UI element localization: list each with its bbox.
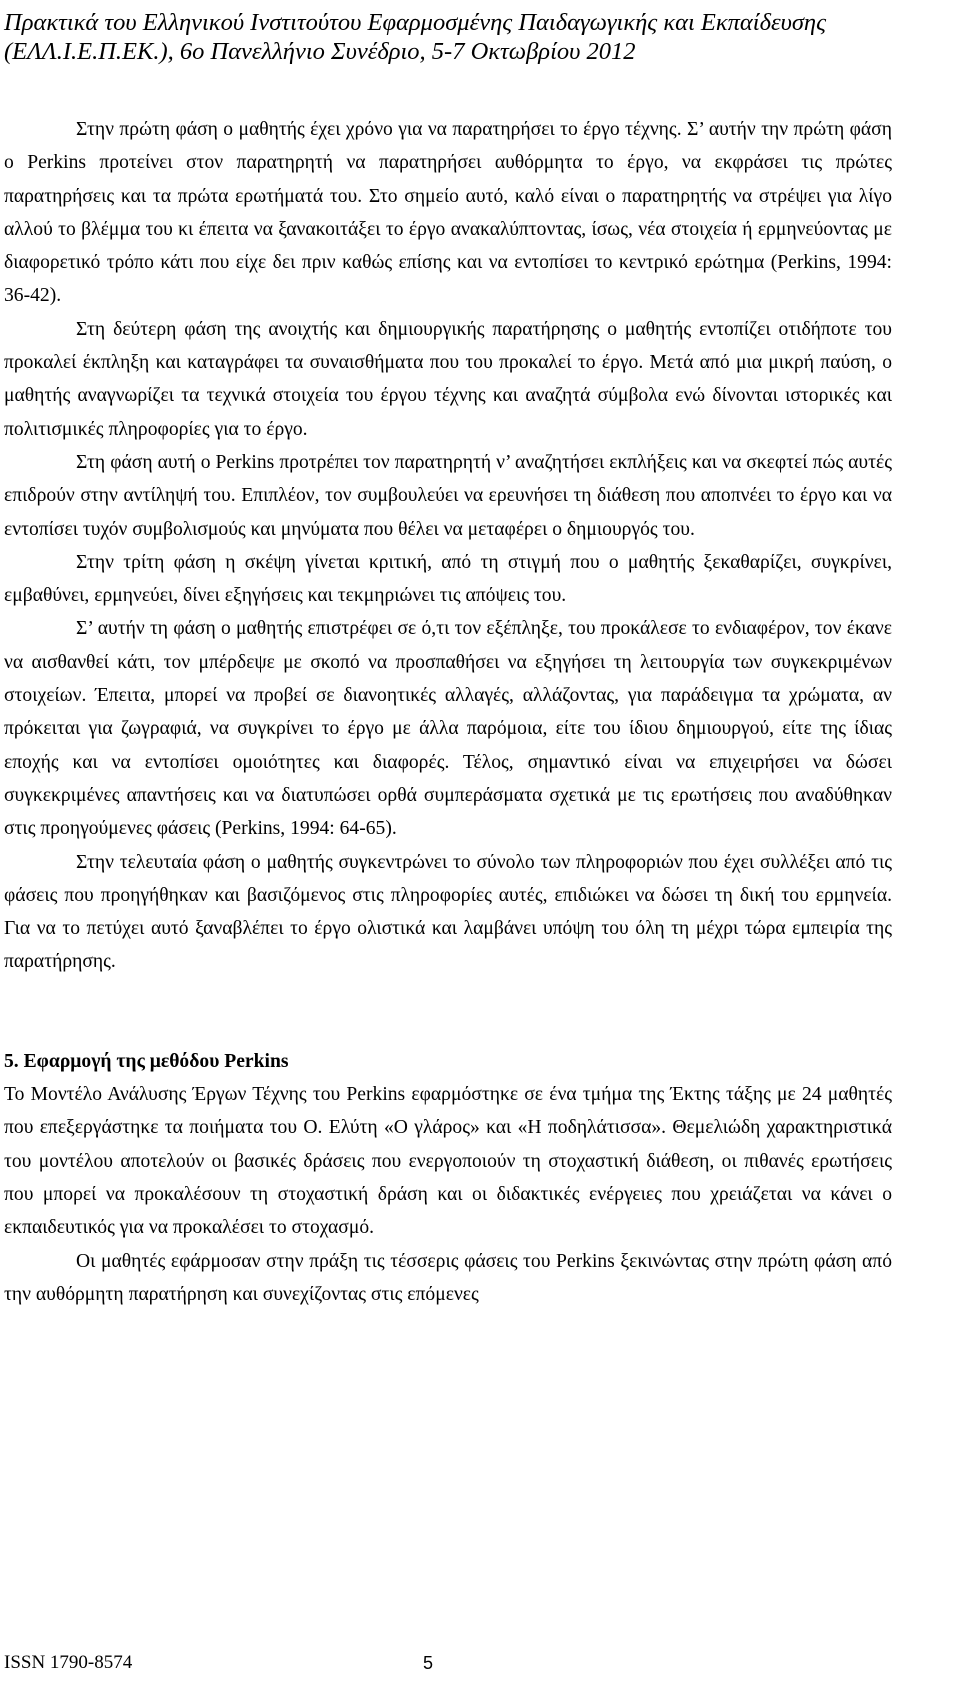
issn-label: ISSN 1790-8574 <box>4 1652 133 1673</box>
paragraph-phase-3: Στην τρίτη φάση η σκέψη γίνεται κριτική, από τη στιγμή που ο μαθητής ξεκαθαρίζει, συγκρίνει, εμβαθύνει, ερμηνεύει, δίνει εξηγήσεις και τεκμηριώνει τις απόψεις του. <box>4 551 892 607</box>
section-paragraph-2: Οι μαθητές εφάρμοσαν στην πράξη τις τέσσερις φάσεις του Perkins ξεκινώντας στην πρώτη φάση από την αυθόρμητη παρατήρηση και συνεχίζοντας στις επόμενες <box>4 1250 892 1305</box>
section-paragraph-1: Το Μοντέλο Ανάλυσης Έργων Τέχνης του Perkins εφαρμόστηκε σε ένα τμήμα της Έκτης τάξης με 24 μαθητές που επεξεργάστηκε τα ποιήματα του Ο. Ελύτη «Ο γλάρος» και «Η ποδηλάτισσα». Θεμελιώδη χαρακτηριστικά του μοντέλου αποτελούν οι βασικές δράσεις που ενεργοποιούν τη στοχαστική διάθεση, οι πιθανές ερωτήσεις που μπορεί να προκαλέσουν τη στοχαστική δράση και οι διδακτικές ενέργειες που χρειάζεται να κάνει ο εκπαιδευτικός για να προκαλέσει το στοχασμό. <box>4 1084 892 1239</box>
paragraph-phase-2: Στη δεύτερη φάση της ανοιχτής και δημιουργικής παρατήρησης ο μαθητής εντοπίζει οτιδήποτε του προκαλεί έκπληξη και καταγράφει τα συναισθήματα που του προκαλεί το έργο. Μετά από μια μικρή παύση, ο μαθητής αναγνωρίζει τα τεχνικά στοιχεία του έργου τέχνης και αναζητά σύμβολα ενώ δίνονται ιστορικές και πολιτισμικές πληροφορίες για το έργο. <box>4 318 892 440</box>
header-line-2: (ΕΛΛ.Ι.Ε.Π.ΕΚ.), 6ο Πανελλήνιο Συνέδριο, 5-7 Οκτωβρίου 2012 <box>4 38 636 65</box>
header-line-1: Πρακτικά του Ελληνικού Ινστιτούτου Εφαρμοσμένης Παιδαγωγικής και Εκπαίδευσης <box>4 9 827 36</box>
paragraph-phase-3-detail: Σ’ αυτήν τη φάση ο μαθητής επιστρέφει σε ό,τι τον εξέπληξε, του προκάλεσε το ενδιαφέρον, τον έκανε να αισθανθεί κάτι, τον μπέρδεψε με σκοπό να προσπαθήσει να εξηγήσει τη λειτουργία των συγκεκριμένων στοιχείων. Έπειτα, μπορεί να προβεί σε διανοητικές αλλαγές, αλλάζοντας, για παράδειγμα τα χρώματα, αν πρόκειται για ζωγραφιά, να συγκρίνει το έργο με άλλα παρόμοια, είτε του ίδιου δημιουργού, είτε της ίδιας εποχής και να εντοπίσει ομοιότητες και διαφορές. Τέλος, σημαντικό είναι να επιχειρήσει να δώσει συγκεκριμένες απαντήσεις και να διατυπώσει ορθά συμπεράσματα σχετικά με τις ερωτήσεις που αναδύθηκαν στις προηγούμενες φάσεις (Perkins, 1994: 64-65). <box>4 618 892 840</box>
page-number: 5 <box>423 1653 434 1673</box>
paragraph-phase-2-detail: Στη φάση αυτή ο Perkins προτρέπει τον παρατηρητή ν’ αναζητήσει εκπλήξεις και να σκεφτεί πώς αυτές επιδρούν στην αντίληψή του. Επιπλέον, τον συμβουλεύει να ερευνήσει τη διάθεση που αποπνέει το έργο και να εντοπίσει τυχόν συμβολισμούς και μηνύματα που θέλει να μεταφέρει ο δημιουργός του. <box>4 451 892 540</box>
paragraph-phase-1: Στην πρώτη φάση ο μαθητής έχει χρόνο για να παρατηρήσει το έργο τέχνης. Σ’ αυτήν την πρώτη φάση ο Perkins προτείνει στον παρατηρητή να παρατηρήσει αυθόρμητα το έργο, να εκφράσει τις πρώτες παρατηρήσεις και τα πρώτα ερωτήματά του. Στο σημείο αυτό, καλό είναι ο παρατηρητής να στρέψει για λίγο αλλού το βλέμμα του κι έπειτα να ξανακοιτάξει το έργο ανακαλύπτοντας, ίσως, νέα στοιχεία ή ερμηνεύοντας με διαφορετικό τρόπο κάτι που είχε δει πριν καθώς επίσης και να εντοπίσει το κεντρικό ερώτημα (Perkins, 1994: 36-42). <box>4 119 892 307</box>
paragraph-phase-4: Στην τελευταία φάση ο μαθητής συγκεντρώνει το σύνολο των πληροφοριών που έχει συλλέξει από τις φάσεις που προηγήθηκαν και βασιζόμενος στις πληροφορίες αυτές, επιδιώκει να δώσει τη δική του ερμηνεία. Για να το πετύχει αυτό ξαναβλέπει το έργο ολιστικά και λαμβάνει υπόψη του όλη τη μέχρι τώρα εμπειρία της παρατήρησης. <box>4 851 892 973</box>
section-spacer <box>4 979 892 1045</box>
body-text <box>4 113 892 1311</box>
running-header <box>4 8 896 66</box>
section-heading: 5. Εφαρμογή της μεθόδου Perkins <box>4 1050 289 1072</box>
